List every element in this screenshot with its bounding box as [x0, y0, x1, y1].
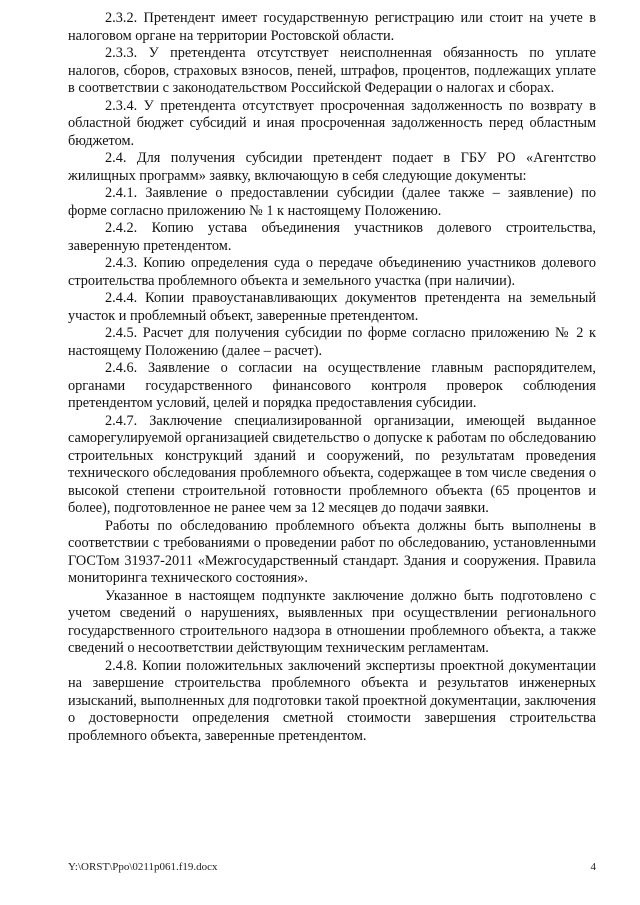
page-number: 4	[590, 861, 596, 873]
paragraph-inspection-works: Работы по обследованию проблемного объекта должны быть выполнены в соответствии с требованиями о проведении работ по обследованию, установленными ГОСТом 31937-2011 «Межгосударственный стандарт. Здания и сооружения. Правила мониторинга технического состояния».	[68, 517, 596, 586]
paragraph-2-4: 2.4. Для получения субсидии претендент подает в ГБУ РО «Агентство жилищных программ» заявку, включающую в себя следующие документы:	[68, 150, 596, 184]
paragraph-2-4-6: 2.4.6. Заявление о согласии на осуществление главным распорядителем, органами государственного финансового контроля проверок соблюдения претендентом условий, целей и порядка предоставления субсидии.	[68, 360, 596, 411]
paragraph-2-3-4: 2.3.4. У претендента отсутствует просроченная задолженность по возврату в областной бюджет субсидий и иная просроченная задолженность перед областным бюджетом.	[68, 97, 596, 149]
paragraph-2-4-4: 2.4.4. Копии правоустанавливающих документов претендента на земельный участок и проблемный объект, заверенные претендентом.	[68, 290, 596, 324]
paragraph-2-4-1: 2.4.1. Заявление о предоставлении субсидии (далее также – заявление) по форме согласно приложению № 1 к настоящему Положению.	[68, 185, 596, 219]
paragraph-2-3-3: 2.3.3. У претендента отсутствует неисполненная обязанность по уплате налогов, сборов, страховых взносов, пеней, штрафов, процентов, подлежащих уплате в соответствии с законодательством Российской Федерации о налогах и сборах.	[68, 45, 596, 96]
paragraph-2-4-2: 2.4.2. Копию устава объединения участников долевого строительства, заверенную претендентом.	[68, 220, 596, 254]
paragraph-2-3-2: 2.3.2. Претендент имеет государственную регистрацию или стоит на учете в налоговом органе на территории Ростовской области.	[68, 10, 596, 44]
paragraph-2-4-7: 2.4.7. Заключение специализированной организации, имеющей выданное саморегулируемой организацией свидетельство о допуске к работам по обследованию строительных конструкций зданий и сооружений, по результатам проведения технического обследования проблемного объекта, содержащее в том числе сведения о высокой степени строительной готовности проблемного объекта (65 процентов и более), подготовленное не ранее чем за 12 месяцев до подачи заявки.	[68, 412, 596, 516]
page-footer	[68, 861, 596, 873]
file-path: Y:\ORST\Ppo\0211p061.f19.docx	[68, 861, 218, 873]
paragraph-2-4-5: 2.4.5. Расчет для получения субсидии по форме согласно приложению № 2 к настоящему Положению (далее – расчет).	[68, 325, 596, 359]
document-body	[68, 10, 596, 745]
paragraph-2-4-3: 2.4.3. Копию определения суда о передаче объединению участников долевого строительства проблемного объекта и земельного участка (при наличии).	[68, 255, 596, 289]
paragraph-2-4-8: 2.4.8. Копии положительных заключений экспертизы проектной документации на завершение строительства проблемного объекта и результатов инженерных изысканий, выполненных для подготовки такой проектной документации, заключения о достоверности определения сметной стоимости завершения строительства проблемного объекта, заверенные претендентом.	[68, 657, 596, 744]
paragraph-conclusion-requirements: Указанное в настоящем подпункте заключение должно быть подготовлено с учетом сведений о нарушениях, выявленных при осуществлении регионального государственного строительного надзора в отношении проблемного объекта, а также сведений о несоответствии действующим техническим регламентам.	[68, 587, 596, 656]
